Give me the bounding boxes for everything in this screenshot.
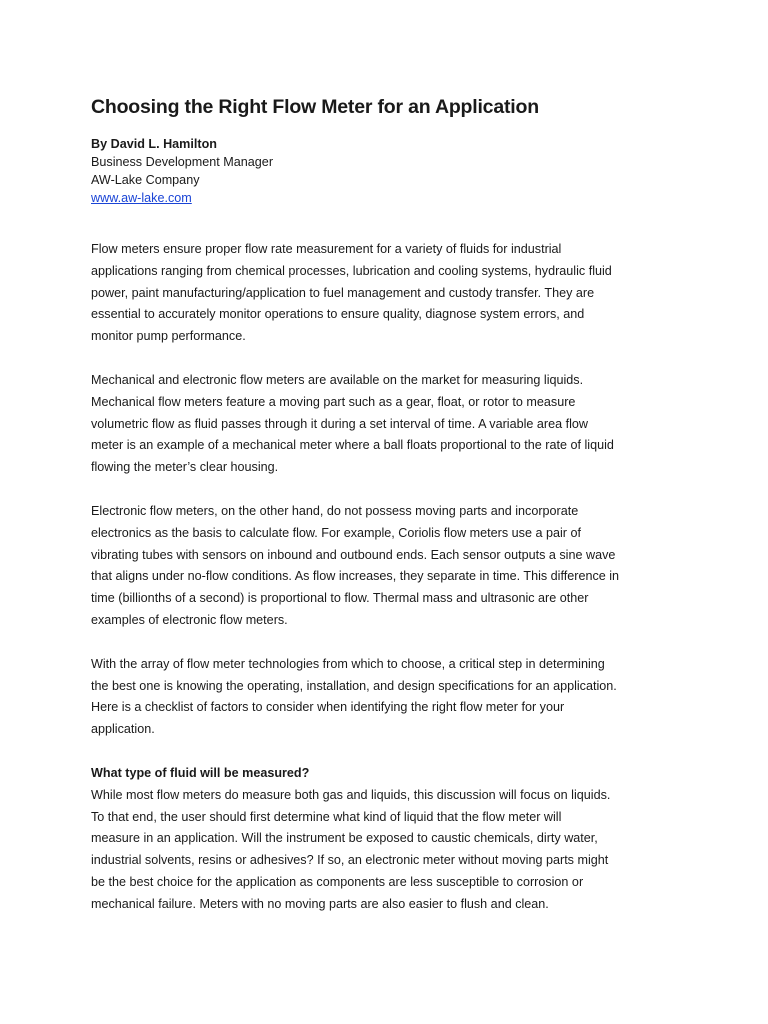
paragraph-line: vibrating tubes with sensors on inbound and outbound ends. Each sensor outputs a sine wave	[91, 547, 616, 562]
paragraph-line: To that end, the user should first determine what kind of liquid that the flow meter will	[91, 809, 562, 824]
paragraph-intro	[91, 239, 683, 348]
paragraph-line: mechanical failure. Meters with no moving parts are also easier to flush and clean.	[91, 896, 549, 911]
paragraph-line: Flow meters ensure proper flow rate measurement for a variety of fluids for industrial	[91, 242, 562, 256]
paragraph-line: examples of electronic flow meters.	[91, 612, 288, 627]
document-body	[91, 94, 683, 916]
paragraph-line: that aligns under no-flow conditions. As flow increases, they separate in time. This difference in	[91, 569, 620, 584]
byline	[91, 135, 683, 207]
section-heading: What type of fluid will be measured?	[91, 765, 310, 780]
paragraph-line: power, paint manufacturing/application to fuel management and custody transfer. They are	[91, 285, 595, 300]
paragraph-electronic	[91, 501, 683, 632]
paragraph-line: flowing the meter’s clear housing.	[91, 460, 279, 475]
paragraph-line: Mechanical flow meters feature a moving part such as a gear, float, or rotor to measure	[91, 394, 576, 409]
paragraph-line: Electronic flow meters, on the other hand, do not possess moving parts and incorporate	[91, 503, 579, 518]
paragraph-line: electronics as the basis to calculate flow. For example, Coriolis flow meters use a pair of	[91, 525, 581, 540]
paragraph-line: meter is an example of a mechanical meter where a ball floats proportional to the rate of liquid	[91, 438, 614, 453]
paragraph-line: monitor pump performance.	[91, 329, 246, 344]
paragraph-line: be the best choice for the application as components are less susceptible to corrosion or	[91, 874, 584, 889]
paragraph-mechanical	[91, 370, 683, 479]
paragraph-line: While most flow meters do measure both gas and liquids, this discussion will focus on liquids.	[91, 787, 611, 802]
paragraph-line: applications ranging from chemical processes, lubrication and cooling systems, hydraulic fluid	[91, 263, 612, 278]
paragraph-line: application.	[91, 722, 155, 737]
author-company: AW-Lake Company	[91, 173, 200, 187]
paragraph-line: With the array of flow meter technologies from which to choose, a critical step in determining	[91, 656, 605, 671]
author-name: By David L. Hamilton	[91, 137, 217, 151]
paragraph-line: the best one is knowing the operating, installation, and design specifications for an application.	[91, 678, 617, 693]
paragraph-checklist-intro	[91, 654, 683, 741]
paragraph-line: Mechanical and electronic flow meters are available on the market for measuring liquids.	[91, 372, 584, 387]
document-title: Choosing the Right Flow Meter for an Application	[91, 96, 539, 118]
paragraph-line: time (billionths of a second) is proportional to flow. Thermal mass and ultrasonic are other	[91, 591, 589, 606]
website-link[interactable]: www.aw-lake.com	[91, 191, 192, 205]
author-role: Business Development Manager	[91, 155, 274, 169]
paragraph-line: industrial solvents, resins or adhesives? If so, an electronic meter without moving parts might	[91, 853, 609, 868]
paragraph-line: essential to accurately monitor operations to ensure quality, diagnose system errors, and	[91, 307, 585, 322]
paragraph-line: Here is a checklist of factors to consider when identifying the right flow meter for your	[91, 700, 565, 715]
section-fluid-type	[91, 763, 683, 916]
paragraph-line: measure in an application. Will the instrument be exposed to caustic chemicals, dirty water,	[91, 831, 598, 846]
paragraph-line: volumetric flow as fluid passes through it during a set interval of time. A variable area flow	[91, 416, 588, 431]
